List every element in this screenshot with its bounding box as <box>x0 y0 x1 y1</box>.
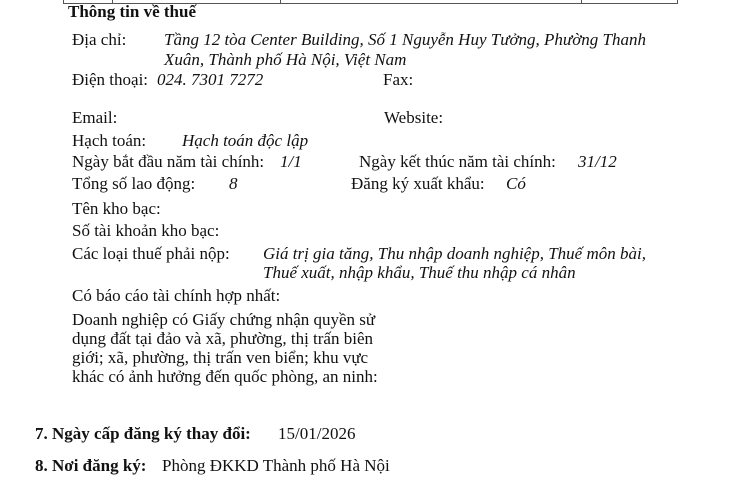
website-label: Website: <box>384 108 444 127</box>
table-divider <box>280 0 281 4</box>
table-divider <box>581 0 582 4</box>
fiscal-end-label: Ngày kết thúc năm tài chính: <box>359 152 556 171</box>
item8-label: 8. Nơi đăng ký: <box>35 456 147 475</box>
accounting-label: Hạch toán: <box>72 131 147 150</box>
address-value-line2: Xuân, Thành phố Hà Nội, Việt Nam <box>164 50 407 69</box>
consolidated-report-label: Có báo cáo tài chính hợp nhất: <box>72 286 281 305</box>
fiscal-end-value: 31/12 <box>578 152 617 171</box>
tax-types-line2: Thuế xuất, nhập khẩu, Thuế thu nhập cá nhân <box>263 263 576 282</box>
accounting-value: Hạch toán độc lập <box>182 131 309 150</box>
address-value-line1: Tầng 12 tòa Center Building, Số 1 Nguyễn Huy Tưởng, Phường Thanh <box>164 30 646 49</box>
item8-value: Phòng ĐKKD Thành phố Hà Nội <box>162 456 390 475</box>
land-cert-line: khác có ảnh hưởng đến quốc phòng, an ninh: <box>72 367 378 386</box>
item7-label: 7. Ngày cấp đăng ký thay đổi: <box>35 424 251 443</box>
fiscal-start-label: Ngày bắt đầu năm tài chính: <box>72 152 265 171</box>
fiscal-start-value: 1/1 <box>280 152 302 171</box>
tax-types-label: Các loại thuế phải nộp: <box>72 244 230 263</box>
email-label: Email: <box>72 108 118 127</box>
phone-value: 024. 7301 7272 <box>157 70 264 89</box>
treasury-name-label: Tên kho bạc: <box>72 199 161 218</box>
export-reg-value: Có <box>506 174 526 193</box>
fax-label: Fax: <box>383 70 414 89</box>
phone-label: Điện thoại: <box>72 70 149 89</box>
address-label: Địa chỉ: <box>72 30 127 49</box>
section-title: Thông tin về thuế <box>68 2 196 21</box>
export-reg-label: Đăng ký xuất khẩu: <box>351 174 485 193</box>
land-cert-line: Doanh nghiệp có Giấy chứng nhận quyền sử <box>72 310 376 329</box>
treasury-account-label: Số tài khoản kho bạc: <box>72 221 220 240</box>
tax-types-line1: Giá trị gia tăng, Thu nhập doanh nghiệp, Thuế môn bài, <box>263 244 646 263</box>
land-cert-line: dụng đất tại đảo và xã, phường, thị trấn biên <box>72 329 373 348</box>
land-cert-line: giới; xã, phường, thị trấn ven biển; khu vực <box>72 348 369 367</box>
employees-label: Tổng số lao động: <box>72 174 196 193</box>
item7-value: 15/01/2026 <box>278 424 356 443</box>
employees-value: 8 <box>229 174 238 193</box>
